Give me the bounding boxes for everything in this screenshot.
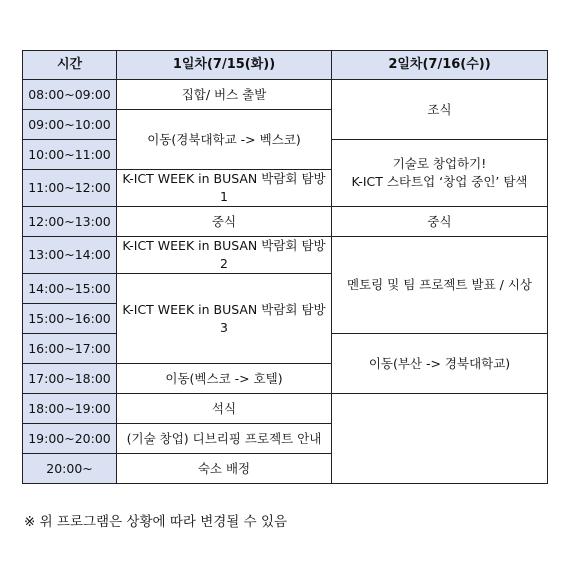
time-cell: 15:00~16:00 bbox=[23, 304, 117, 334]
day1-lodging: 숙소 배정 bbox=[117, 454, 332, 484]
table-row bbox=[23, 80, 548, 110]
day1-move2: 이동(벡스코 -> 호텔) bbox=[117, 364, 332, 394]
day1-tour2: K-ICT WEEK in BUSAN 박람회 탐방 2 bbox=[117, 237, 332, 274]
table-row bbox=[23, 207, 548, 237]
header-time: 시간 bbox=[23, 51, 117, 80]
time-cell: 14:00~15:00 bbox=[23, 274, 117, 304]
day2-mentoring: 멘토링 및 팀 프로젝트 발표 / 시상 bbox=[332, 237, 548, 334]
day1-move1: 이동(경북대학교 -> 벡스코) bbox=[117, 110, 332, 170]
time-cell: 13:00~14:00 bbox=[23, 237, 117, 274]
time-cell: 12:00~13:00 bbox=[23, 207, 117, 237]
header-day2: 2일차(7/16(수)) bbox=[332, 51, 548, 80]
time-cell: 09:00~10:00 bbox=[23, 110, 117, 140]
time-cell: 17:00~18:00 bbox=[23, 364, 117, 394]
time-cell: 18:00~19:00 bbox=[23, 394, 117, 424]
day1-tour1: K-ICT WEEK in BUSAN 박람회 탐방 1 bbox=[117, 170, 332, 207]
time-cell: 16:00~17:00 bbox=[23, 334, 117, 364]
day2-breakfast: 조식 bbox=[332, 80, 548, 140]
time-cell: 19:00~20:00 bbox=[23, 424, 117, 454]
time-cell: 08:00~09:00 bbox=[23, 80, 117, 110]
day1-gather: 집합/ 버스 출발 bbox=[117, 80, 332, 110]
table-row bbox=[23, 394, 548, 424]
day1-tour3: K-ICT WEEK in BUSAN 박람회 탐방 3 bbox=[117, 274, 332, 364]
day2-startup-line2: K-ICT 스타트업 ‘창업 중인’ 탐색 bbox=[351, 174, 528, 189]
time-cell: 20:00~ bbox=[23, 454, 117, 484]
day1-lunch: 중식 bbox=[117, 207, 332, 237]
header-row bbox=[23, 51, 548, 80]
schedule-note: ※ 위 프로그램은 상황에 따라 변경될 수 있음 bbox=[24, 514, 288, 530]
time-cell: 10:00~11:00 bbox=[23, 140, 117, 170]
day2-move: 이동(부산 -> 경북대학교) bbox=[332, 334, 548, 394]
time-cell: 11:00~12:00 bbox=[23, 170, 117, 207]
day2-lunch: 중식 bbox=[332, 207, 548, 237]
day2-startup-line1: 기술로 창업하기! bbox=[392, 156, 487, 171]
schedule-table bbox=[22, 50, 548, 484]
day1-dinner: 석식 bbox=[117, 394, 332, 424]
day1-briefing: (기술 창업) 디브리핑 프로젝트 안내 bbox=[117, 424, 332, 454]
table-row bbox=[23, 237, 548, 274]
day2-startup bbox=[332, 140, 548, 207]
day2-empty bbox=[332, 394, 548, 484]
header-day1: 1일차(7/15(화)) bbox=[117, 51, 332, 80]
